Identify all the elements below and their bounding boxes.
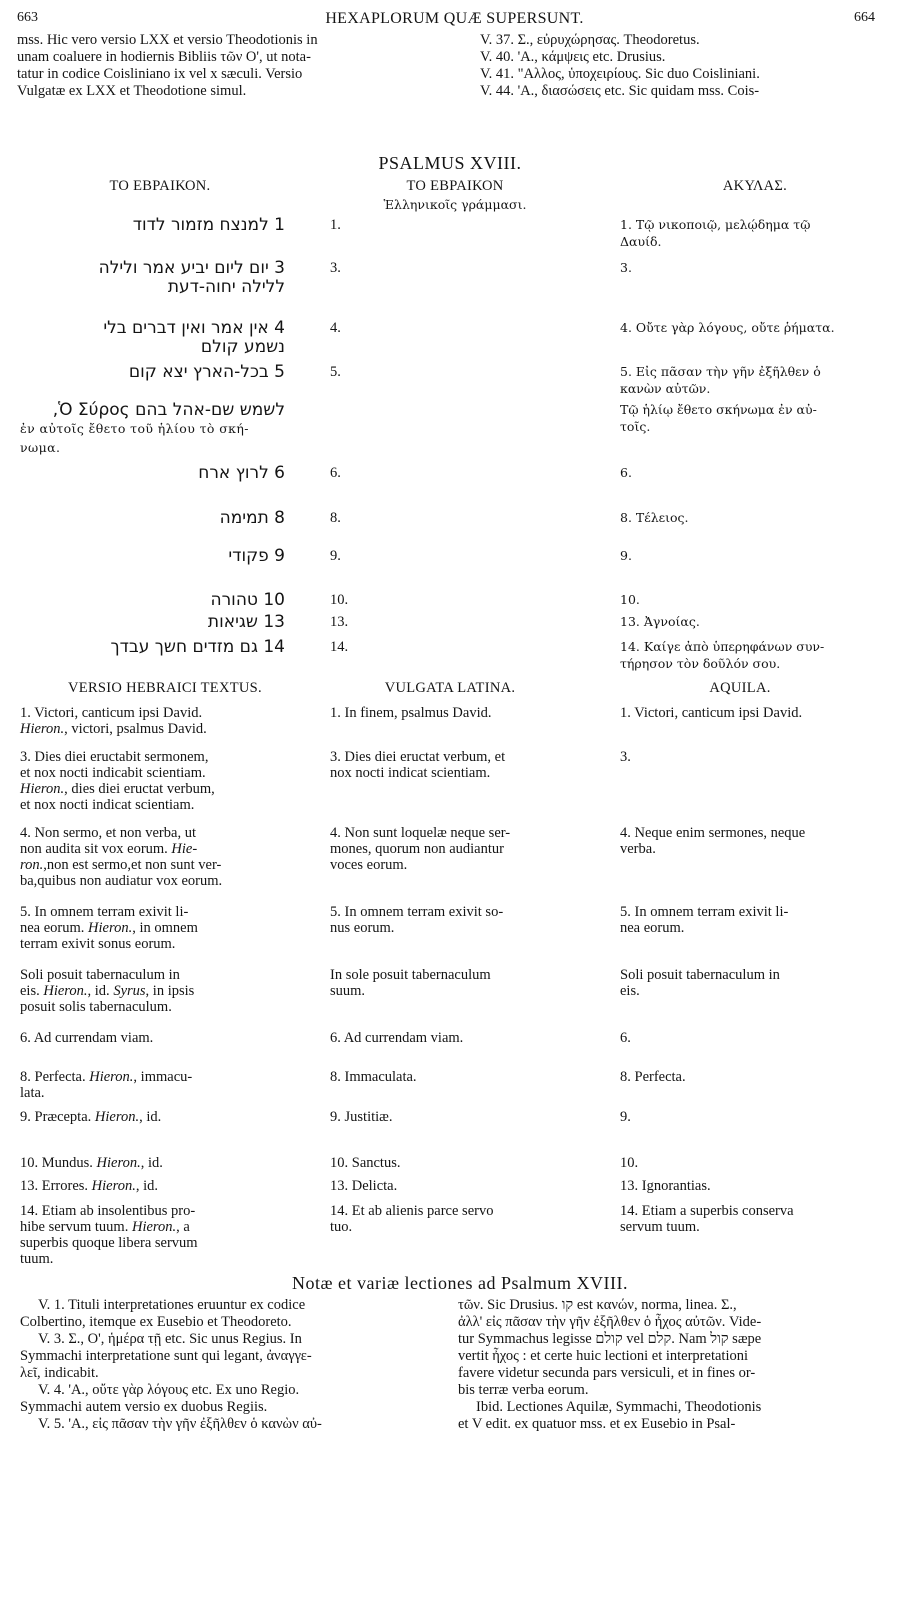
text-line: V. 41. "Αλλος, ὑποχειρίους. Sic duo Coisliniani. [480, 66, 760, 82]
hebrew-line: 14 גם מזדים חשך עבדך [110, 637, 285, 657]
versio-line: 9. Præcepta. Hieron., id. [20, 1109, 162, 1125]
versio-line: 1. Victori, canticum ipsi David. [20, 705, 203, 721]
aquila-latin-line: 8. Perfecta. [620, 1069, 686, 1085]
page-number-left: 663 [17, 10, 38, 25]
hebrew-line: 3 יום ליום יביע אמר ולילה [98, 258, 285, 278]
aquila-greek-line: 14. Καίγε ἀπὸ ὑπερηφάνων συν- [620, 639, 825, 654]
aquila-latin-line: verba. [620, 841, 656, 857]
versio-line: ba,quibus non audiatur vox eorum. [20, 873, 223, 889]
header-aquila-greek: ΑΚΥΛΑΣ. [722, 178, 788, 194]
aquila-greek-line: τήρησον τὸν δοῦλόν σου. [620, 656, 781, 671]
note-line: V. 1. Tituli interpretationes eruuntur ex codice [38, 1297, 306, 1313]
vulgata-line: voces eorum. [330, 857, 408, 873]
vulgata-line: 10. Sanctus. [330, 1155, 401, 1171]
aquila-greek-line: 1. Τῷ νικοποιῷ, μελῴδημα τῷ [620, 217, 811, 232]
vulgata-line: 1. In finem, psalmus David. [330, 705, 492, 721]
aquila-latin-line: 5. In omnem terram exivit li- [620, 904, 789, 920]
versio-line: lata. [20, 1085, 45, 1101]
vulgata-line: 3. Dies diei eructat verbum, et [330, 749, 506, 765]
vulgata-line: tuo. [330, 1219, 353, 1235]
vulgata-line: mones, quorum non audiantur [330, 841, 504, 857]
text-line: V. 44. 'Α., διασώσεις etc. Sic quidam mss. Cois- [480, 83, 760, 99]
aquila-greek-line: 9. [620, 548, 632, 563]
versio-line: Hieron., dies diei eructat verbum, [20, 781, 215, 797]
hebrew-line: 5 בכל-הארץ יצא קום [128, 362, 285, 382]
hebrew-line: 6 לרוץ ארח [198, 463, 285, 483]
versio-line: 14. Etiam ab insolentibus pro- [20, 1203, 196, 1219]
header-hebrew-greek-letters-sub: Ἑλληνικοῖς γράμμασι. [383, 197, 527, 212]
verse-number: 8. [330, 510, 341, 526]
top-right-paragraph [480, 32, 880, 100]
versio-line: 5. In omnem terram exivit li- [20, 904, 189, 920]
aquila-greek-line: 5. Εἰς πᾶσαν τὴν γῆν ἐξῆλθεν ὁ [620, 364, 821, 379]
versio-line: eis. Hieron., id. Syrus, in ipsis [20, 983, 195, 999]
verse-number: 6. [330, 465, 341, 481]
text-line: Vulgatæ ex LXX et Theodotione simul. [17, 83, 247, 99]
note-line: τῶν. Sic Drusius. קו est κανών, norma, linea. Σ., [458, 1297, 737, 1313]
note-line: λεῖ, indicabit. [20, 1365, 99, 1381]
note-line: bis terræ verba eorum. [458, 1382, 589, 1398]
versio-line: et nox nocti indicabit scientiam. [20, 765, 206, 781]
header-hebrew-greek-letters: ΤΟ ΕΒΡΑΙΚΟΝ [406, 178, 504, 194]
aquila-greek-line: 6. [620, 465, 632, 480]
hebrew-line: 8 תמימה [219, 508, 285, 528]
note-line: ἀλλ' εἰς πᾶσαν τὴν γῆν ἐξῆλθεν ὁ ἦχος αὐτῶν. Vide- [458, 1314, 762, 1330]
aquila-latin-line: 13. Ignorantias. [620, 1178, 711, 1194]
note-line: favere videtur secunda pars versiculi, et in fines or- [458, 1365, 756, 1381]
header-hebrew: ΤΟ ΕΒΡΑΙΚΟΝ. [109, 178, 211, 194]
versio-line: Soli posuit tabernaculum in [20, 967, 180, 983]
vulgata-line: suum. [330, 983, 366, 999]
note-line: V. 5. 'Α., εἰς πᾶσαν τὴν γῆν ἐξῆλθεν ὁ κανὼν αὐ- [38, 1416, 322, 1432]
vulgata-line: nus eorum. [330, 920, 395, 936]
hebrew-line: 1 למנצח מזמור לדוד [132, 215, 285, 235]
versio-line: et nox nocti indicat scientiam. [20, 797, 195, 813]
psalm-title: PSALMUS XVIII. [378, 153, 522, 173]
verse-number: 5. [330, 364, 341, 380]
hebrew-line: νωμα. [20, 440, 61, 455]
aquila-greek-line: 8. Τέλειος. [620, 510, 689, 525]
hebrew-line: 4 אין אמר ואין דברים בלי [103, 318, 285, 338]
hebrew-line: ἐν αὐτοῖς ἔθετο τοῦ ἡλίου τὸ σκή- [20, 421, 249, 436]
vulgata-line: In sole posuit tabernaculum [330, 967, 491, 983]
verse-number: 4. [330, 320, 341, 336]
aquila-latin-line: 4. Neque enim sermones, neque [620, 825, 806, 841]
running-title: HEXAPLORUM QUÆ SUPERSUNT. [325, 10, 584, 27]
notes-title: Notæ et variæ lectiones ad Psalmum XVIII. [292, 1273, 628, 1293]
versio-line: 10. Mundus. Hieron., id. [20, 1155, 163, 1171]
note-line: V. 3. Σ., Ο', ἡμέρα τῇ etc. Sic unus Regius. In [38, 1331, 302, 1347]
versio-line: 6. Ad currendam viam. [20, 1030, 154, 1046]
versio-line: tuum. [20, 1251, 54, 1267]
vulgata-line: 4. Non sunt loquelæ neque ser- [330, 825, 511, 841]
versio-line: ron.,non est sermo,et non sunt ver- [20, 857, 222, 873]
hebrew-line: נשמע קולם [200, 337, 285, 357]
versio-line: 3. Dies diei eructabit sermonem, [20, 749, 209, 765]
versio-line: 8. Perfecta. Hieron., immacu- [20, 1069, 193, 1085]
note-line: tur Symmachus legisse קולם vel קלם. Nam קול sæpe [458, 1331, 762, 1347]
vulgata-line: 9. Justitiæ. [330, 1109, 393, 1125]
vulgata-line: 8. Immaculata. [330, 1069, 417, 1085]
verse-number: 1. [330, 217, 341, 233]
vulgata-line: 14. Et ab alienis parce servo [330, 1203, 494, 1219]
aquila-latin-line: Soli posuit tabernaculum in [620, 967, 780, 983]
vulgata-line: 5. In omnem terram exivit so- [330, 904, 504, 920]
text-line: V. 40. 'Α., κάμψεις etc. Drusius. [480, 49, 666, 65]
hebrew-line: 9 פקודי [228, 546, 285, 566]
aquila-greek-line: 4. Οὔτε γὰρ λόγους, οὔτε ῥήματα. [620, 320, 835, 335]
aquila-latin-line: 10. [620, 1155, 639, 1171]
header-aquila-latin: AQUILA. [709, 680, 771, 696]
top-left-paragraph [17, 32, 437, 100]
note-line: Symmachi autem versio ex duobus Regiis. [20, 1399, 268, 1415]
aquila-greek-line: 10. [620, 592, 640, 607]
text-line: mss. Hic vero versio LXX et versio Theodotionis in [17, 32, 318, 48]
note-line: Symmachi interpretatione sunt qui legant, ἀναγγε- [20, 1348, 312, 1364]
aquila-latin-line: nea eorum. [620, 920, 685, 936]
versio-line: 4. Non sermo, et non verba, ut [20, 825, 196, 841]
versio-line: nea eorum. Hieron., in omnem [20, 920, 198, 936]
notes-right-column [458, 1297, 878, 1433]
text-line: V. 37. Σ., εὐρυχώρησας. Theodoretus. [480, 32, 700, 48]
verse-number: 3. [330, 260, 341, 276]
vulgata-line: 13. Delicta. [330, 1178, 398, 1194]
aquila-greek-line: 3. [620, 260, 632, 275]
hebrew-line: ללילה יחוה-דעת [167, 277, 285, 297]
aquila-greek-line: Δαυίδ. [620, 234, 662, 249]
aquila-greek-line: τοῖς. [620, 419, 651, 434]
versio-line: Hieron., victori, psalmus David. [20, 721, 207, 737]
verse-number: 9. [330, 548, 341, 564]
aquila-greek-line: 13. Ἀγνοίας. [620, 614, 700, 629]
verse-number: 13. [330, 614, 349, 630]
aquila-latin-line: 14. Etiam a superbis conserva [620, 1203, 794, 1219]
aquila-latin-line: 6. [620, 1030, 631, 1046]
versio-line: superbis quoque libera servum [20, 1235, 198, 1251]
note-line: Colbertino, itemque ex Eusebio et Theodoreto. [20, 1314, 292, 1330]
aquila-greek-line: κανὼν αὐτῶν. [620, 381, 711, 396]
notes-left-column [20, 1297, 438, 1433]
hebrew-line: 10 טהורה [210, 590, 285, 610]
note-line: V. 4. 'Α., οὔτε γὰρ λόγους etc. Ex uno Regio. [38, 1382, 300, 1398]
verse-number: 10. [330, 592, 349, 608]
aquila-latin-line: eis. [620, 983, 640, 999]
header-vulgata: VULGATA LATINA. [384, 680, 516, 696]
versio-line: non audita sit vox eorum. Hie- [20, 841, 198, 857]
versio-line: posuit solis tabernaculum. [20, 999, 172, 1015]
versio-line: 13. Errores. Hieron., id. [20, 1178, 158, 1194]
hebrew-line: 13 שגיאות [207, 612, 285, 632]
aquila-latin-line: servum tuum. [620, 1219, 700, 1235]
vulgata-line: 6. Ad currendam viam. [330, 1030, 464, 1046]
hebrew-line: לשמש שם-אהל בהם Ὁ Σύρος, [52, 400, 285, 420]
verse-number: 14. [330, 639, 349, 655]
versio-line: hibe servum tuum. Hieron., a [20, 1219, 190, 1235]
text-line: tatur in codice Coisliniano ix vel x sæculi. Versio [17, 66, 303, 82]
versio-line: terram exivit sonus eorum. [20, 936, 176, 952]
note-line: et V edit. ex quatuor mss. et ex Eusebio in Psal- [458, 1416, 736, 1432]
aquila-greek-line: Τῷ ἡλίῳ ἔθετο σκήνωμα ἐν αὐ- [620, 402, 817, 417]
vulgata-line: nox nocti indicat scientiam. [330, 765, 491, 781]
aquila-latin-line: 3. [620, 749, 631, 765]
aquila-latin-line: 9. [620, 1109, 631, 1125]
note-line: vertit ἦχος : et certe huic lectioni et interpretationi [458, 1348, 748, 1364]
header-versio-hebraici: VERSIO HEBRAICI TEXTUS. [68, 680, 262, 696]
text-line: unam coaluere in hodiernis Bibliis τῶν Ο', ut nota- [17, 49, 311, 65]
aquila-latin-line: 1. Victori, canticum ipsi David. [620, 705, 803, 721]
page-number-right: 664 [854, 10, 875, 25]
note-line: Ibid. Lectiones Aquilæ, Symmachi, Theodotionis [476, 1399, 762, 1415]
